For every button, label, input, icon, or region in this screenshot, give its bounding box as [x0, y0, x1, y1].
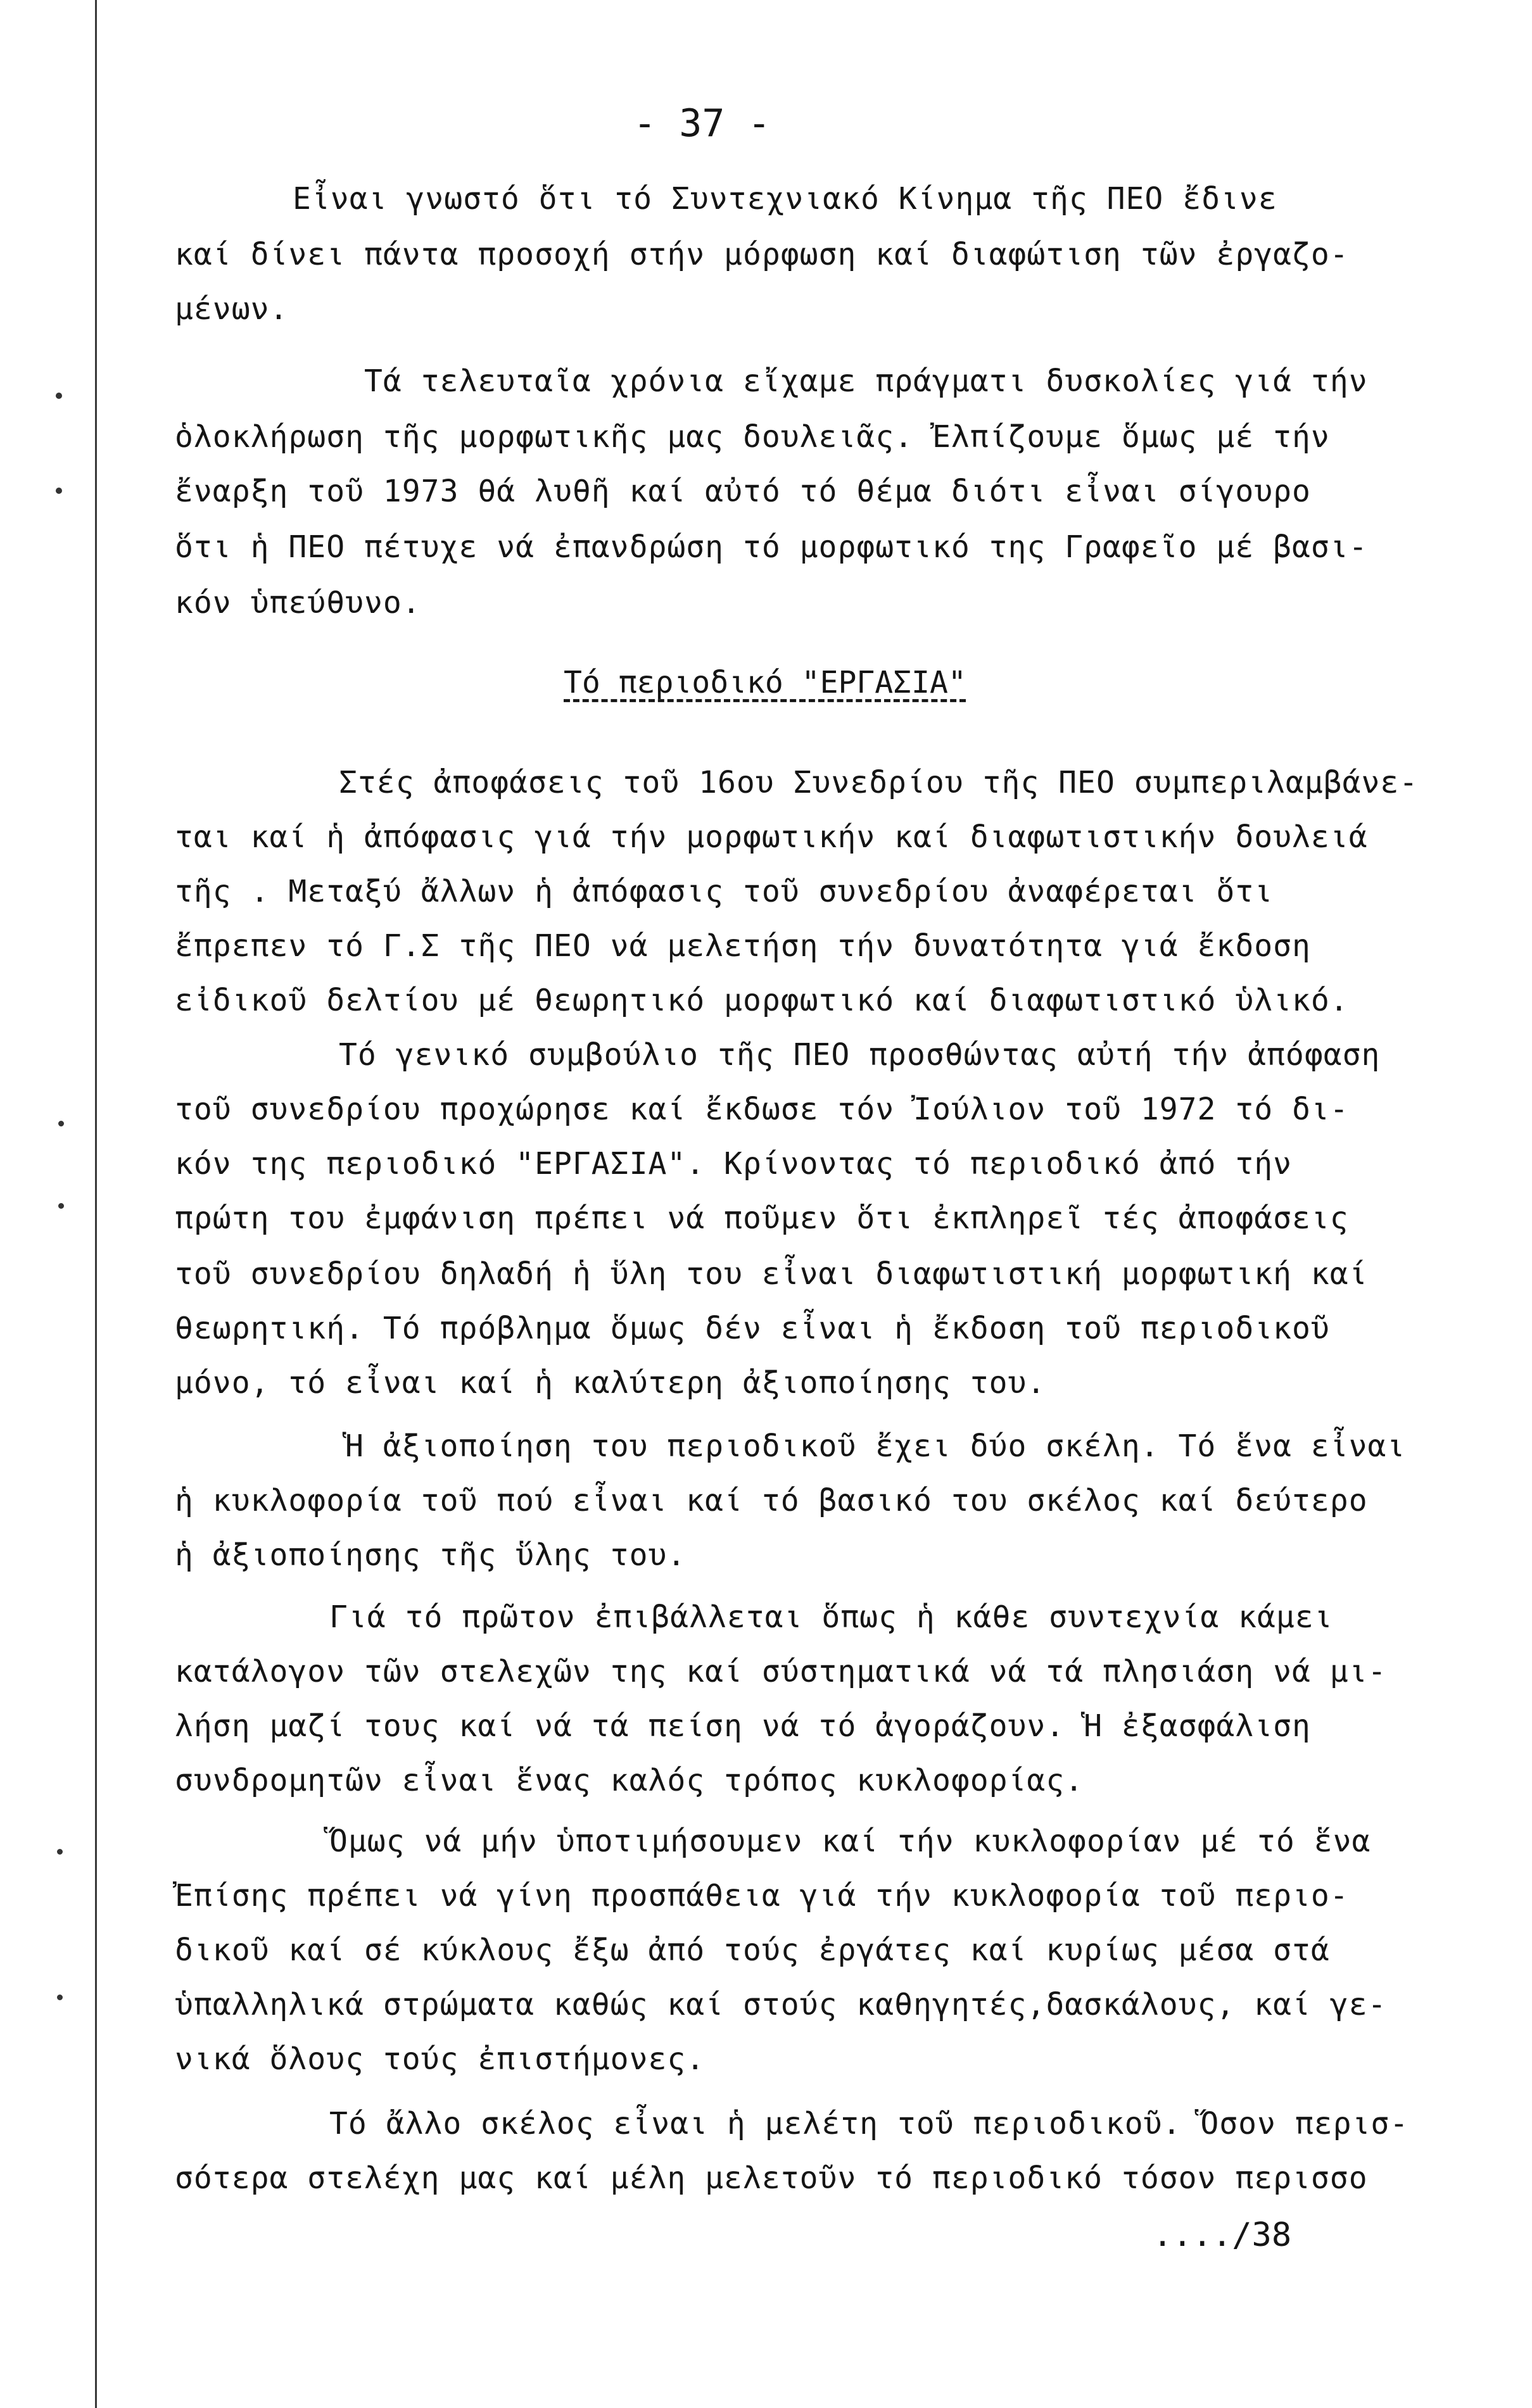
text-line: Ἐπίσης πρέπει νά γίνη προσπάθεια γιά τήν κυκλοφορία τοῦ περιο-: [175, 1878, 1349, 1913]
text-line: Ἡ ἀξιοποίηση του περιοδικοῦ ἔχει δύο σκέλη. Τό ἕνα εἶναι: [345, 1428, 1406, 1464]
scan-speck: [57, 1995, 63, 2000]
text-line: Τά τελευταῖα χρόνια εἴχαμε πράγματι δυσκολίες γιά τήν: [364, 363, 1368, 399]
text-line: λήση μαζί τους καί νά τά πείση νά τό ἀγοράζουν. Ἡ ἐξασφάλιση: [175, 1708, 1311, 1744]
text-line: ἔπρεπεν τό Γ.Σ τῆς ΠΕΟ νά μελετήση τήν δυνατότητα γιά ἔκδοση: [175, 928, 1311, 964]
text-line: νικά ὅλους τούς ἐπιστήμονες.: [175, 2041, 706, 2077]
text-line: τοῦ συνεδρίου δηλαδή ἡ ὕλη του εἶναι διαφωτιστική μορφωτική καί: [175, 1256, 1368, 1292]
section-heading: Τό περιοδικό "ΕΡΓΑΣΙΑ": [564, 665, 966, 700]
text-line: Εἶναι γνωστό ὅτι τό Συντεχνιακό Κίνημα τῆς ΠΕΟ ἔδινε: [293, 181, 1277, 217]
text-line: κόν ὑπεύθυνο.: [175, 585, 421, 621]
text-line: καί δίνει πάντα προσοχή στήν μόρφωση καί διαφώτιση τῶν ἐργαζο-: [175, 237, 1349, 272]
text-line: Τό ἄλλο σκέλος εἶναι ἡ μελέτη τοῦ περιοδικοῦ. Ὅσον περισ-: [329, 2106, 1409, 2141]
text-line: πρώτη του ἐμφάνιση πρέπει νά ποῦμεν ὅτι ἐκπληρεῖ τές ἀποφάσεις: [175, 1201, 1349, 1236]
text-line: δικοῦ καί σέ κύκλους ἔξω ἀπό τούς ἐργάτες καί κυρίως μέσα στά: [175, 1932, 1330, 1968]
text-line: ἡ κυκλοφορία τοῦ πού εἶναι καί τό βασικό του σκέλος καί δεύτερο: [175, 1483, 1368, 1518]
text-line: σότερα στελέχη μας καί μέλη μελετοῦν τό περιοδικό τόσον περισσο: [175, 2160, 1368, 2196]
text-line: ὑπαλληλικά στρώματα καθώς καί στούς καθηγητές,δασκάλους, καί γε-: [175, 1987, 1387, 2022]
text-line: Τό γενικό συμβούλιο τῆς ΠΕΟ προσθώντας αὐτή τήν ἀπόφαση: [339, 1037, 1381, 1073]
text-line: ται καί ἡ ἀπόφασις γιά τήν μορφωτικήν καί διαφωτιστικήν δουλειά: [175, 819, 1368, 855]
text-line: κατάλογον τῶν στελεχῶν της καί σύστηματικά νά τά πλησιάση νά μι-: [175, 1654, 1387, 1689]
text-line: κόν της περιοδικό "ΕΡΓΑΣΙΑ". Κρίνοντας τό περιοδικό ἀπό τήν: [175, 1146, 1293, 1182]
left-margin-rule: [95, 0, 97, 2408]
scan-speck: [58, 1203, 64, 1209]
text-line: ἔναρξη τοῦ 1973 θά λυθῆ καί αὐτό τό θέμα διότι εἶναι σίγουρο: [175, 474, 1311, 509]
text-line: ἡ ἀξιοποίησης τῆς ὕλης του.: [175, 1537, 687, 1573]
continuation-marker: ..../38: [1153, 2216, 1292, 2254]
text-line: ὁλοκλήρωση τῆς μορφωτικῆς μας δουλειᾶς. Ἐλπίζουμε ὅμως μέ τήν: [175, 419, 1330, 455]
text-line: τῆς . Μεταξύ ἄλλων ἡ ἀπόφασις τοῦ συνεδρίου ἀναφέρεται ὅτι: [175, 874, 1274, 909]
text-line: εἰδικοῦ δελτίου μέ θεωρητικό μορφωτικό καί διαφωτιστικό ὑλικό.: [175, 983, 1349, 1018]
text-line: Γιά τό πρῶτον ἐπιβάλλεται ὅπως ἡ κάθε συντεχνία κάμει: [329, 1599, 1333, 1635]
text-line: Ὅμως νά μήν ὑποτιμήσουμεν καί τήν κυκλοφορίαν μέ τό ἕνα: [329, 1824, 1371, 1859]
text-line: μένων.: [175, 291, 289, 327]
scan-speck: [56, 488, 62, 494]
text-line: Στές ἀποφάσεις τοῦ 16ου Συνεδρίου τῆς ΠΕΟ συμπεριλαμβάνε-: [339, 765, 1419, 800]
scan-speck: [56, 393, 62, 399]
page-number: - 37 -: [633, 101, 771, 146]
text-line: μόνο, τό εἶναι καί ἡ καλύτερη ἀξιοποίησης του.: [175, 1365, 1046, 1401]
text-line: συνδρομητῶν εἶναι ἕνας καλός τρόπος κυκλοφορίας.: [175, 1763, 1084, 1798]
scan-speck: [58, 1121, 64, 1126]
text-line: ὅτι ἡ ΠΕΟ πέτυχε νά ἐπανδρώση τό μορφωτικό της Γραφεῖο μέ βασι-: [175, 529, 1368, 565]
scan-speck: [57, 1849, 63, 1855]
text-line: θεωρητική. Τό πρόβλημα ὅμως δέν εἶναι ἡ ἔκδοση τοῦ περιοδικοῦ: [175, 1311, 1330, 1346]
text-line: τοῦ συνεδρίου προχώρησε καί ἔκδωσε τόν Ἰούλιον τοῦ 1972 τό δι-: [175, 1092, 1349, 1127]
